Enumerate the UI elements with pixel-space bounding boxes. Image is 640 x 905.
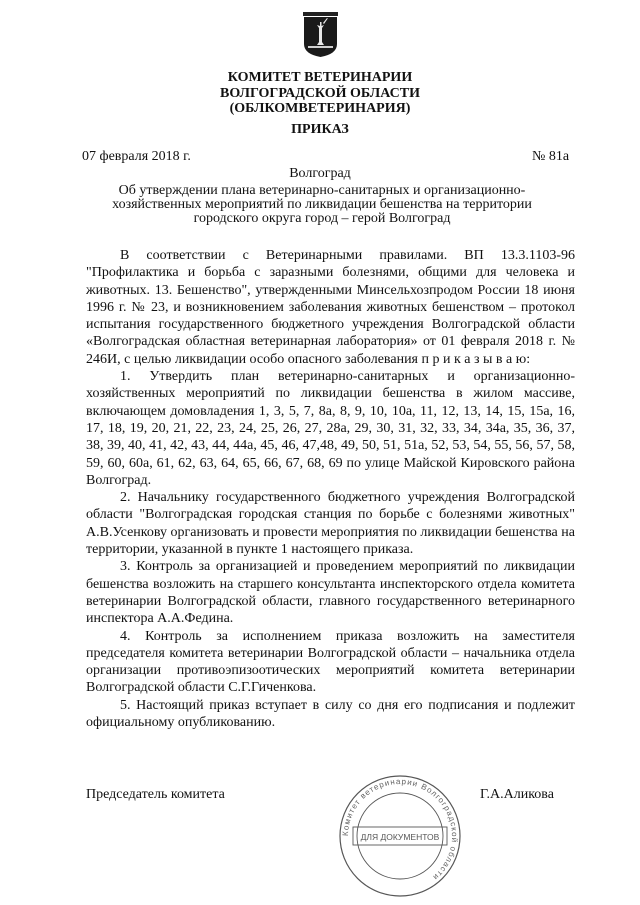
- preamble-paragraph: В соответствии с Ветеринарными правилами. ВП 13.3.1103-96 "Профилактика и борьба с заразными болезнями, общими для человека и животных. 13. Бешенство", утвержденными Минсельхозпродом России 18 июня 1996 г. № 23, и возникновением заболевания животных бешенством – протокол испытания государственного бюджетного учреждения Волгоградской области «Волгоградская областная ветеринарная лаборатория» от 01 февраля 2018 г. № 246И, с целью ликвидации особо опасного заболевания п р и к а з ы в а ю:: [86, 248, 575, 367]
- order-item-2: 2. Начальнику государственного бюджетного учреждения Волгоградской области "Волгоградская городская станция по борьбе с болезнями животных" А.В.Усенкову организовать и провести мероприятия по ликвидации бешенства на территории, указанной в пункте 1 настоящего приказа.: [86, 490, 575, 558]
- volgograd-coat-of-arms-icon: [303, 12, 338, 58]
- order-item-5: 5. Настоящий приказ вступает в силу со дня его подписания и подлежит официальному опубликованию.: [86, 697, 575, 731]
- org-name-line-2: ВОЛГОГРАДСКОЙ ОБЛАСТИ: [220, 86, 420, 101]
- document-date: 07 февраля 2018 г.: [82, 149, 191, 164]
- order-item-1: 1. Утвердить план ветеринарно-санитарных и организационно-хозяйственных мероприятий по ликвидации бешенства в жилом массиве, включающем домовладения 1, 3, 5, 7, 8а, 8, 9, 10, 10а, 11, 12, 13, 14, 15, 15а, 16, 17, 18, 19, 20, 21, 22, 23, 24, 25, 26, 27, 28а, 29, 30, 31, 32, 33, 34, 34а, 35, 36, 37, 38, 39, 40, 41, 42, 43, 44, 44а, 45, 46, 47,48, 49, 50, 51, 51а, 52, 53, 54, 55, 56, 57, 58, 59, 60, 60а, 61, 62, 63, 64, 65, 66, 67, 68, 69 по улице Майской Кировского района Волгоград.: [86, 369, 575, 488]
- org-name-line-3: (ОБЛКОМВЕТЕРИНАРИЯ): [229, 101, 411, 116]
- stamp-inner-text: ДЛЯ ДОКУМЕНТОВ: [360, 832, 440, 842]
- document-type: ПРИКАЗ: [291, 122, 349, 137]
- official-stamp: [335, 774, 465, 898]
- document-number: № 81а: [532, 149, 570, 164]
- document-body: [86, 247, 575, 731]
- order-item-3: 3. Контроль за организацией и проведением мероприятий по ликвидации бешенства возложить на старшего консультанта инспекторского отдела комитета ветеринарии Волгоградской области, главного государственного ветеринарного инспектора А.А.Федина.: [86, 559, 575, 627]
- order-item-4: 4. Контроль за исполнением приказа возложить на заместителя председателя комитета ветеринарии Волгоградской области – начальника отдела организации противоэпизоотических мероприятий комитета ветеринарии Волгоградской области С.Г.Гиченкова.: [86, 628, 575, 696]
- stamp-outer-text: Комитет ветеринарии Волгоградской области: [340, 776, 460, 883]
- document-city: Волгоград: [289, 166, 351, 181]
- document-title: Об утверждении плана ветеринарно-санитарных и организационно-хозяйственных мероприятий по ликвидации бешенства на территории городского округа город – герой Волгоград: [112, 183, 532, 226]
- org-name-line-1: КОМИТЕТ ВЕТЕРИНАРИИ: [227, 70, 413, 85]
- signatory-title: Председатель комитета: [86, 787, 225, 802]
- signatory-name: Г.А.Аликова: [480, 787, 554, 802]
